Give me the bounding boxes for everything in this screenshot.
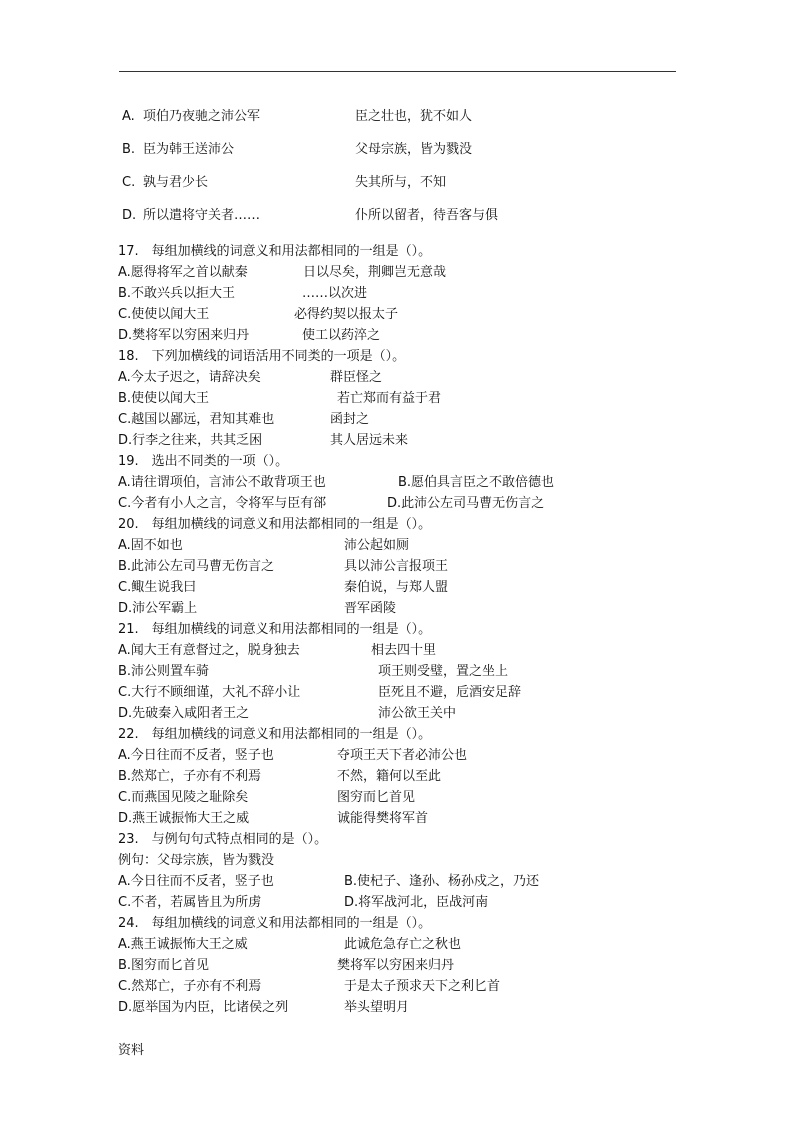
option-right: 樊将军以穷困来归丹 <box>337 958 455 973</box>
option-right: 图穷而匕首见 <box>337 790 416 805</box>
option-right: 使工以药淬之 <box>302 328 381 343</box>
option-right: 必得约契以报太子 <box>294 307 399 322</box>
question-22-option-b <box>118 768 442 786</box>
question-18-option-d <box>118 432 409 450</box>
option-right: 夺项王天下者必沛公也 <box>337 748 468 763</box>
question-18-option-b <box>118 390 442 408</box>
question-19-option-ab <box>118 474 555 492</box>
option-right: 秦伯说，与郑人盟 <box>344 580 449 595</box>
question-21-option-b <box>118 663 509 681</box>
question-24-stem: 24. 每组加横线的词意义和用法都相同的一组是（）。 <box>118 916 432 931</box>
option-left: A.今日往而不反者，竖子也 <box>118 748 274 763</box>
question-23-example: 例句：父母宗族，皆为戮没 <box>118 853 275 868</box>
intro-option-c-left: 孰与君少长 <box>143 175 209 190</box>
question-18-option-a <box>118 369 383 387</box>
option-left: A.固不如也 <box>118 538 183 553</box>
question-24-option-a <box>118 936 462 954</box>
question-21-option-a <box>118 642 437 660</box>
option-left: B.使使以闻大王 <box>118 391 210 406</box>
intro-option-a-label: A. <box>122 109 135 124</box>
question-23-option-ab <box>118 873 540 891</box>
option-right: 晋军函陵 <box>344 601 397 616</box>
option-left: C.越国以鄙远，君知其难也 <box>118 412 275 427</box>
question-17-option-b <box>118 285 368 303</box>
question-21-option-d <box>118 705 457 723</box>
option-right: 沛公起如厕 <box>344 538 410 553</box>
option-right: 具以沛公言报项王 <box>344 559 449 574</box>
option-left: B.此沛公左司马曹无伤言之 <box>118 559 275 574</box>
question-17-stem: 17. 每组加横线的词意义和用法都相同的一组是（）。 <box>118 244 432 259</box>
option-left: D.愿举国为内臣，比诸侯之列 <box>118 1000 289 1015</box>
option-right: 日以尽矣，荆卿岂无意哉 <box>303 265 447 280</box>
option-left: D.先破秦入咸阳者王之 <box>118 706 250 721</box>
option-left: B.不敢兴兵以拒大王 <box>118 286 236 301</box>
option-left: D.沛公军霸上 <box>118 601 198 616</box>
question-17-option-d <box>118 327 381 345</box>
option-right: D.将军战河北，臣战河南 <box>344 895 489 910</box>
option-right: 沛公欲王关中 <box>378 706 457 721</box>
question-18-option-c <box>118 411 370 429</box>
question-18-stem: 18. 下列加横线的词语活用不同类的一项是（）。 <box>118 349 406 364</box>
intro-option-d-left: 所以遣将守关者…… <box>143 208 261 223</box>
question-20-stem: 20. 每组加横线的词意义和用法都相同的一组是（）。 <box>118 517 432 532</box>
question-19-option-cd <box>118 495 545 513</box>
option-right: B.使杞子、逢孙、杨孙戍之，乃还 <box>344 874 540 889</box>
intro-option-c-label: C. <box>122 175 136 190</box>
question-22-option-d <box>118 810 429 828</box>
question-21-option-c <box>118 684 522 702</box>
question-22-option-a <box>118 747 468 765</box>
intro-option-d-label: D. <box>122 208 137 223</box>
intro-option-b-label: B. <box>122 142 136 157</box>
intro-option-b-right: 父母宗族，皆为戮没 <box>355 142 473 157</box>
question-21-stem: 21. 每组加横线的词意义和用法都相同的一组是（）。 <box>118 622 432 637</box>
option-right: B.愿伯具言臣之不敢倍德也 <box>398 475 555 490</box>
option-right: 诚能得樊将军首 <box>337 811 429 826</box>
option-left: C.而燕国见陵之耻除矣 <box>118 790 249 805</box>
option-left: C.然郑亡，子亦有不利焉 <box>118 979 262 994</box>
option-left: C.今者有小人之言，令将军与臣有郤 <box>118 496 327 511</box>
question-20-option-d <box>118 600 397 618</box>
question-23-option-cd <box>118 894 489 912</box>
question-24-option-b <box>118 957 455 975</box>
option-right: ……以次进 <box>302 286 368 301</box>
intro-option-d-right: 仆所以留者，待吾客与俱 <box>355 208 499 223</box>
header-rule <box>119 71 676 72</box>
question-17-option-a <box>118 264 447 282</box>
option-left: A.闻大王有意督过之，脱身独去 <box>118 643 300 658</box>
question-22-option-c <box>118 789 416 807</box>
option-right: 于是太子预求天下之利匕首 <box>344 979 501 994</box>
option-right: 项王则受璧，置之坐上 <box>378 664 509 679</box>
question-20-option-c <box>118 579 449 597</box>
option-left: A.今日往而不反者，竖子也 <box>118 874 274 889</box>
option-right: 相去四十里 <box>371 643 437 658</box>
question-23-stem: 23. 与例句句式特点相同的是（）。 <box>118 832 328 847</box>
intro-option-c-right: 失其所与，不知 <box>355 175 447 190</box>
option-left: D.行李之往来，共其乏困 <box>118 433 263 448</box>
option-left: A.今太子迟之，请辞决矣 <box>118 370 261 385</box>
option-right: 臣死且不避，卮酒安足辞 <box>378 685 522 700</box>
option-right: 举头望明月 <box>344 1000 410 1015</box>
option-left: A.请往谓项伯，言沛公不敢背项王也 <box>118 475 326 490</box>
option-left: A.愿得将军之首以献秦 <box>118 265 248 280</box>
question-17-option-c <box>118 306 399 324</box>
option-left: C.大行不顾细谨，大礼不辞小让 <box>118 685 301 700</box>
option-right: 群臣怪之 <box>330 370 383 385</box>
option-left: C.使使以闻大王 <box>118 307 210 322</box>
question-24-option-d <box>118 999 410 1017</box>
footer-label: 资料 <box>118 1043 145 1058</box>
option-left: C.不者，若属皆且为所虏 <box>118 895 262 910</box>
option-right: 此诚危急存亡之秋也 <box>344 937 462 952</box>
option-left: B.然郑亡，子亦有不利焉 <box>118 769 262 784</box>
option-left: A.燕王诚振怖大王之威 <box>118 937 248 952</box>
question-22-stem: 22. 每组加横线的词意义和用法都相同的一组是（）。 <box>118 727 432 742</box>
option-right: 若亡郑而有益于君 <box>337 391 442 406</box>
option-left: D.樊将军以穷困来归丹 <box>118 328 250 343</box>
option-left: B.沛公则置车骑 <box>118 664 210 679</box>
option-left: B.图穷而匕首见 <box>118 958 210 973</box>
option-right: 不然，籍何以至此 <box>337 769 442 784</box>
option-right: 其人居远未来 <box>330 433 409 448</box>
intro-option-a-left: 项伯乃夜驰之沛公军 <box>143 109 261 124</box>
question-24-option-c <box>118 978 501 996</box>
option-right: D.此沛公左司马曹无伤言之 <box>387 496 545 511</box>
option-left: C.鲰生说我曰 <box>118 580 197 595</box>
intro-option-b-left: 臣为韩王送沛公 <box>143 142 235 157</box>
question-20-option-a <box>118 537 410 555</box>
question-19-stem: 19. 选出不同类的一项（）。 <box>118 454 289 469</box>
option-right: 函封之 <box>330 412 370 427</box>
option-left: D.燕王诚振怖大王之威 <box>118 811 250 826</box>
intro-option-a-right: 臣之壮也，犹不如人 <box>355 109 473 124</box>
question-20-option-b <box>118 558 449 576</box>
